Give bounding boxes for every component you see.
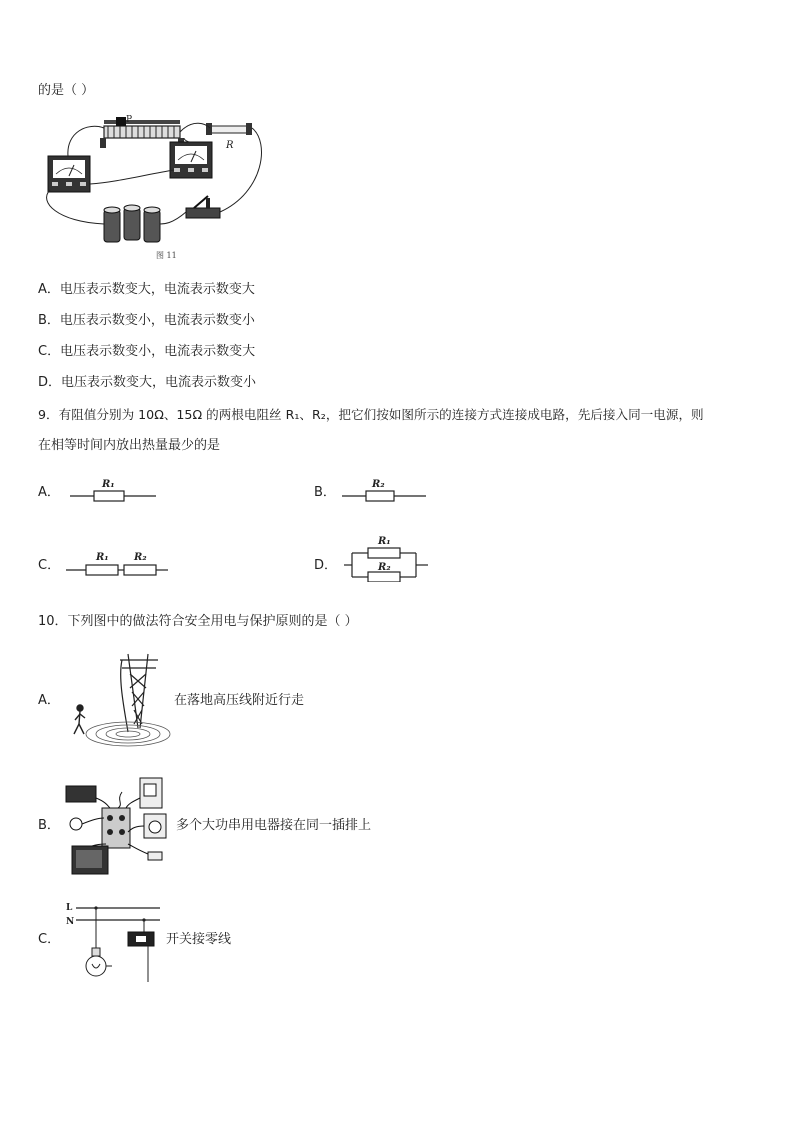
fan-icon: [70, 818, 82, 830]
q9-option-d-letter: D．: [314, 558, 338, 573]
q10-option-c-text: 开关接零线: [166, 932, 232, 947]
option-text: 电压表示数变大，电流表示数变小: [61, 375, 257, 390]
resistor-label: R₁: [102, 479, 115, 490]
wall-switch-icon: [128, 932, 154, 946]
speaker-box-icon: [66, 786, 96, 802]
q8-circuit-figure: [38, 112, 270, 262]
option-letter: C．: [38, 344, 61, 359]
washing-machine-icon: [144, 814, 166, 838]
power-tower-icon: [120, 654, 158, 732]
option-letter: D．: [38, 375, 62, 390]
resistor-icon: [206, 123, 252, 135]
appliances-figure: [62, 774, 176, 878]
switch-icon: [186, 196, 220, 218]
label-p: P: [126, 115, 133, 125]
television-icon: [72, 846, 108, 874]
light-bulb-icon: [86, 948, 106, 976]
wire-n-label: N: [66, 917, 75, 927]
high-voltage-tower-figure: [66, 648, 172, 752]
q9-stem-line2: 在相等时间内放出热量最少的是: [38, 438, 221, 453]
hair-dryer-icon: [148, 852, 162, 860]
resistor-label: R₁: [378, 536, 391, 547]
figure-caption: 图 11: [156, 251, 177, 260]
resistor-r2: [124, 565, 156, 575]
resistor-r2: [368, 572, 400, 582]
q8-option-a: [38, 281, 255, 299]
resistor-r2: [366, 491, 394, 501]
resistor-label: R₂: [372, 479, 385, 490]
switch-wiring-figure: [64, 898, 164, 986]
q9-option-a-circuit: [70, 474, 160, 508]
q10-option-a-text: 在落地高压线附近行走: [174, 693, 305, 708]
resistor-label: R₂: [378, 562, 391, 573]
option-text: 电压表示数变小，电流表示数变小: [59, 313, 255, 328]
resistor-label: R₁: [96, 552, 109, 563]
option-text: 电压表示数变小，电流表示数变大: [60, 344, 256, 359]
q9-option-b-circuit: [342, 474, 432, 508]
electric-kettle-icon: [140, 778, 162, 808]
ammeter-icon: [170, 142, 212, 178]
q9-option-c-circuit: [66, 546, 170, 580]
wire-l-label: L: [66, 903, 73, 913]
q8-option-b: [38, 312, 255, 330]
q10-option-c-letter: C．: [38, 932, 61, 947]
ground-rings-icon: [86, 722, 170, 746]
q8-stem-tail: 的是（ ）: [38, 83, 95, 98]
battery-icon: [104, 205, 160, 242]
resistor-r1: [86, 565, 118, 575]
q10-option-a-letter: A．: [38, 693, 60, 708]
q10-stem: 10．下列图中的做法符合安全用电与保护原则的是（ ）: [38, 614, 358, 629]
voltmeter-icon: [48, 156, 90, 192]
label-r: R: [226, 140, 234, 151]
q9-stem-line1: 9．有阻值分别为 10Ω、15Ω 的两根电阻丝 R₁、R₂，把它们按如图所示的连接方式连接成电路，先后接入同一电源，则: [38, 407, 704, 422]
q9-option-a-letter: A．: [38, 485, 60, 500]
resistor-r1: [94, 491, 124, 501]
resistor-label: R₂: [134, 552, 147, 563]
q8-option-c: [38, 343, 255, 361]
option-letter: B．: [38, 313, 60, 328]
q8-option-d: [38, 374, 256, 392]
power-strip-icon: [102, 808, 130, 848]
walking-person-icon: [74, 705, 85, 734]
option-text: 电压表示数变大，电流表示数变大: [59, 282, 255, 297]
option-letter: A．: [38, 282, 60, 297]
q10-option-b-letter: B．: [38, 818, 60, 833]
q9-option-c-letter: C．: [38, 558, 61, 573]
q9-option-b-letter: B．: [314, 485, 336, 500]
q9-option-d-circuit: [344, 532, 430, 582]
resistor-r1: [368, 548, 400, 558]
q10-option-b-text: 多个大功串用电器接在同一插排上: [176, 818, 372, 833]
